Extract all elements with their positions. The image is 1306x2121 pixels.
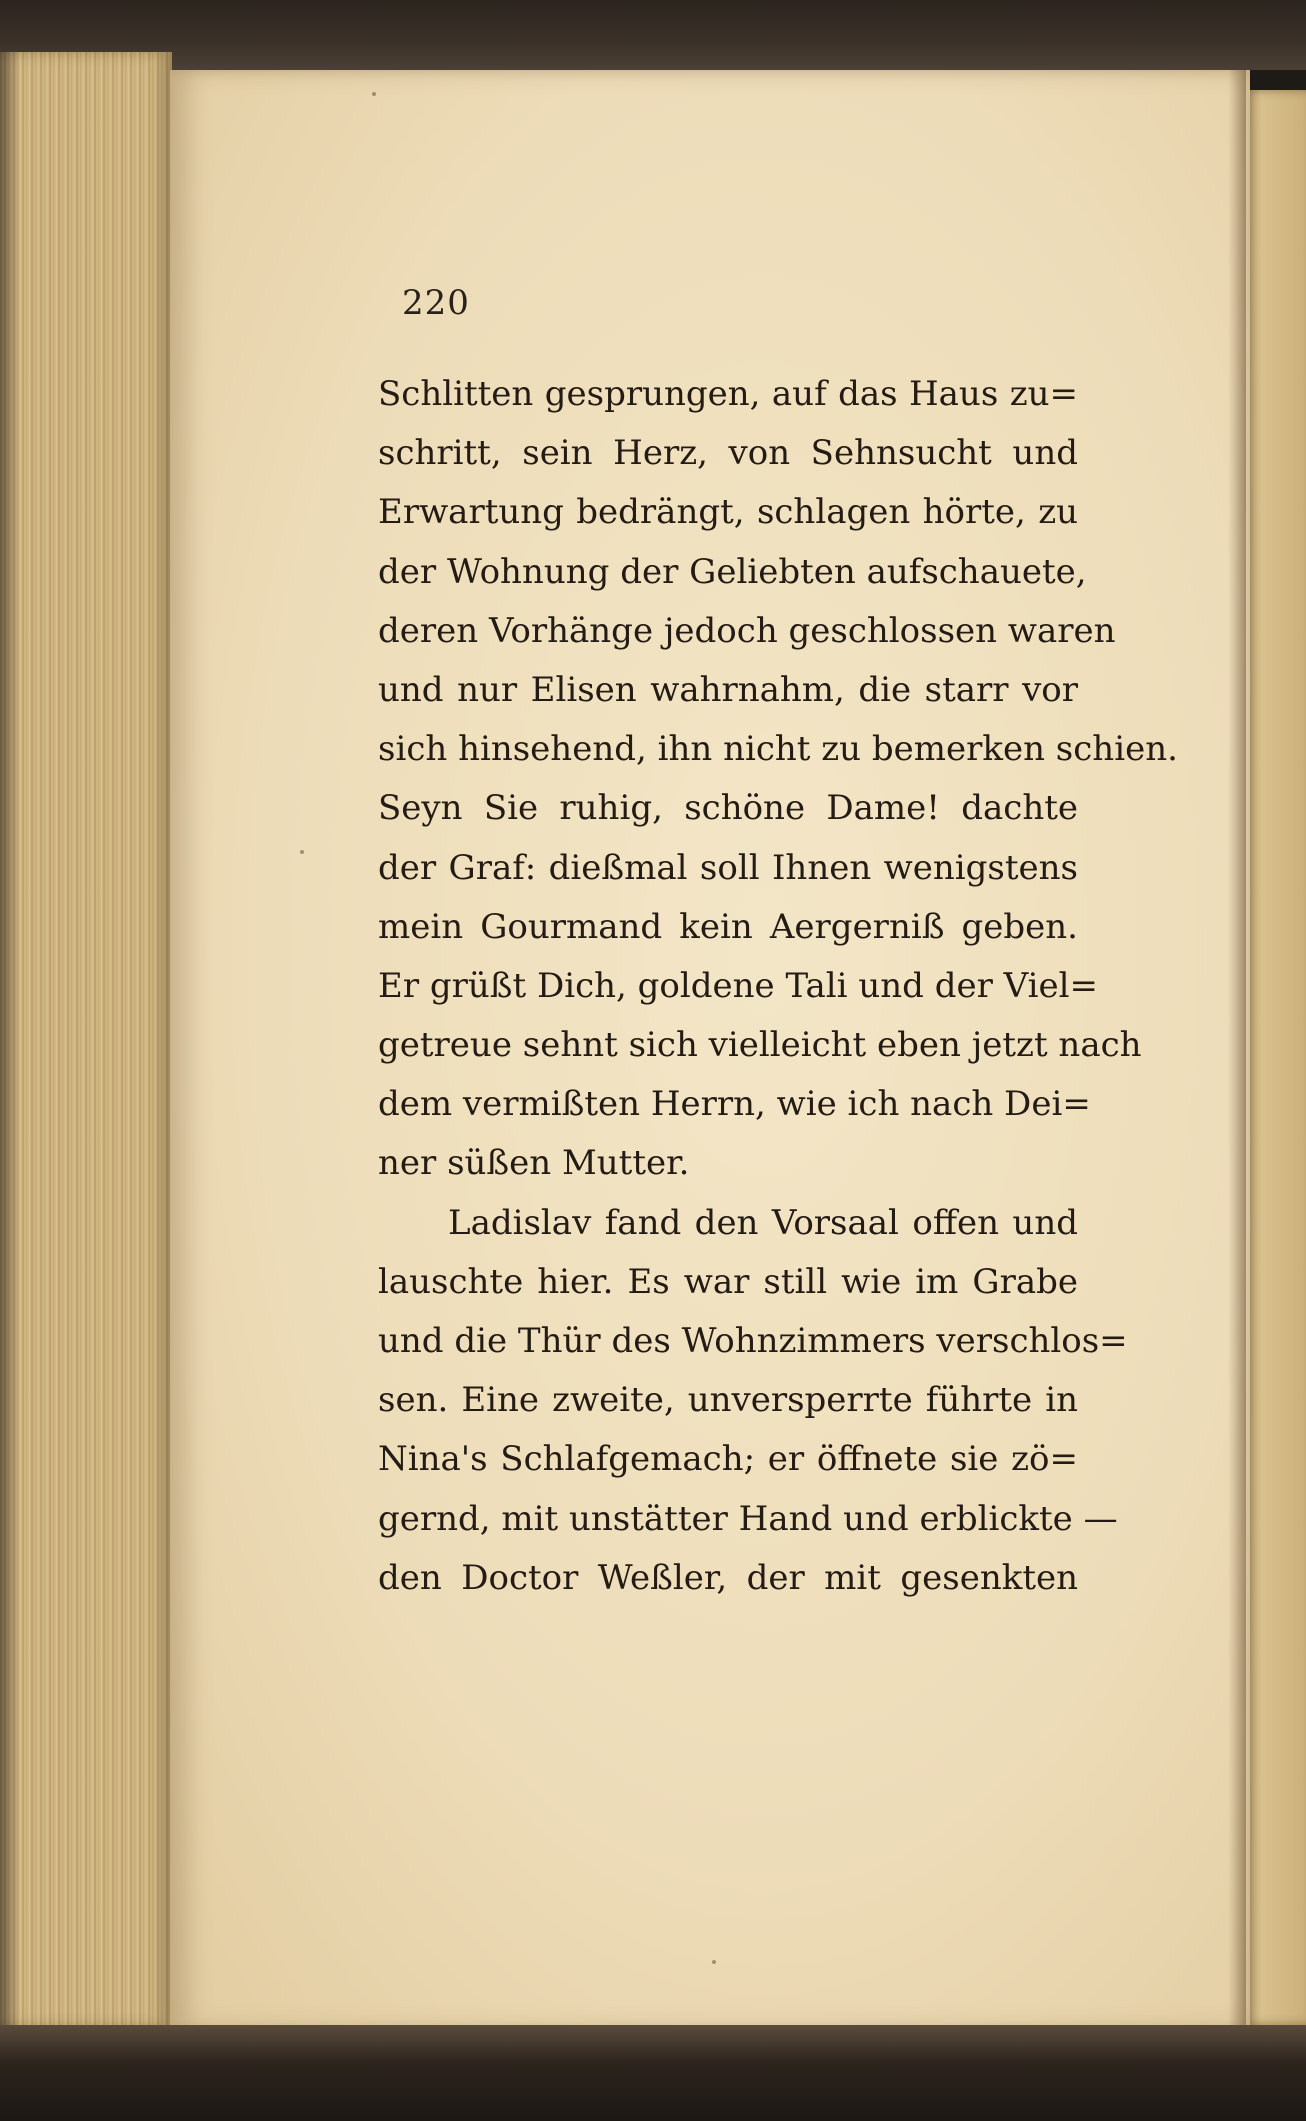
paper-speck [300, 850, 304, 854]
text-line-paragraph-start: Ladislav fand den Vorsaal offen und [448, 1202, 1078, 1243]
text-line: den Doctor Weßler, der mit gesenkten [378, 1557, 1078, 1598]
book-binding-top [0, 0, 1306, 70]
text-line: Schlitten gesprungen, auf das Haus zu= [378, 374, 1078, 414]
page-edges-shadow [0, 52, 20, 2027]
text-line: sen. Eine zweite, unversperrte führte in [378, 1380, 1078, 1421]
text-line: ner süßen Mutter. [378, 1143, 690, 1184]
page-text [378, 365, 1178, 1608]
book-binding-bottom [0, 2025, 1306, 2121]
page-edges-stack [0, 52, 172, 2027]
text-line: Er grüßt Dich, goldene Tali und der Viel= [378, 965, 1098, 1006]
text-line: mein Gourmand kein Aergerniß geben. [378, 906, 1078, 947]
text-line: Nina's Schlafgemach; er öffnete sie zö= [378, 1439, 1078, 1480]
page-number: 220 [402, 283, 470, 323]
text-line: getreue sehnt sich vielleicht eben jetzt nach [378, 1025, 1142, 1066]
text-line: der Graf: dießmal soll Ihnen wenigstens [378, 847, 1078, 888]
text-line: schritt, sein Herz, von Sehnsucht und [378, 433, 1078, 474]
text-line: und nur Elisen wahrnahm, die starr vor [378, 669, 1078, 710]
text-line: Erwartung bedrängt, schlagen hörte, zu [378, 492, 1078, 533]
text-line: gernd, mit unstätter Hand und erblickte — [378, 1498, 1118, 1539]
paper-speck [372, 92, 376, 96]
paper-speck [712, 1960, 716, 1964]
text-line: deren Vorhänge jedoch geschlossen waren [378, 610, 1116, 651]
page-gutter [1228, 70, 1246, 2030]
text-line: der Wohnung der Geliebten aufschauete, [378, 551, 1087, 592]
facing-page-edge [1242, 90, 1306, 2025]
text-line: dem vermißten Herrn, wie ich nach Dei= [378, 1084, 1091, 1125]
text-line: Seyn Sie ruhig, schöne Dame! dachte [378, 788, 1078, 829]
text-line: lauschte hier. Es war still wie im Grabe [378, 1261, 1078, 1302]
text-line: sich hinsehend, ihn nicht zu bemerken schien. [378, 729, 1178, 770]
text-line: und die Thür des Wohnzimmers verschlos= [378, 1321, 1128, 1361]
